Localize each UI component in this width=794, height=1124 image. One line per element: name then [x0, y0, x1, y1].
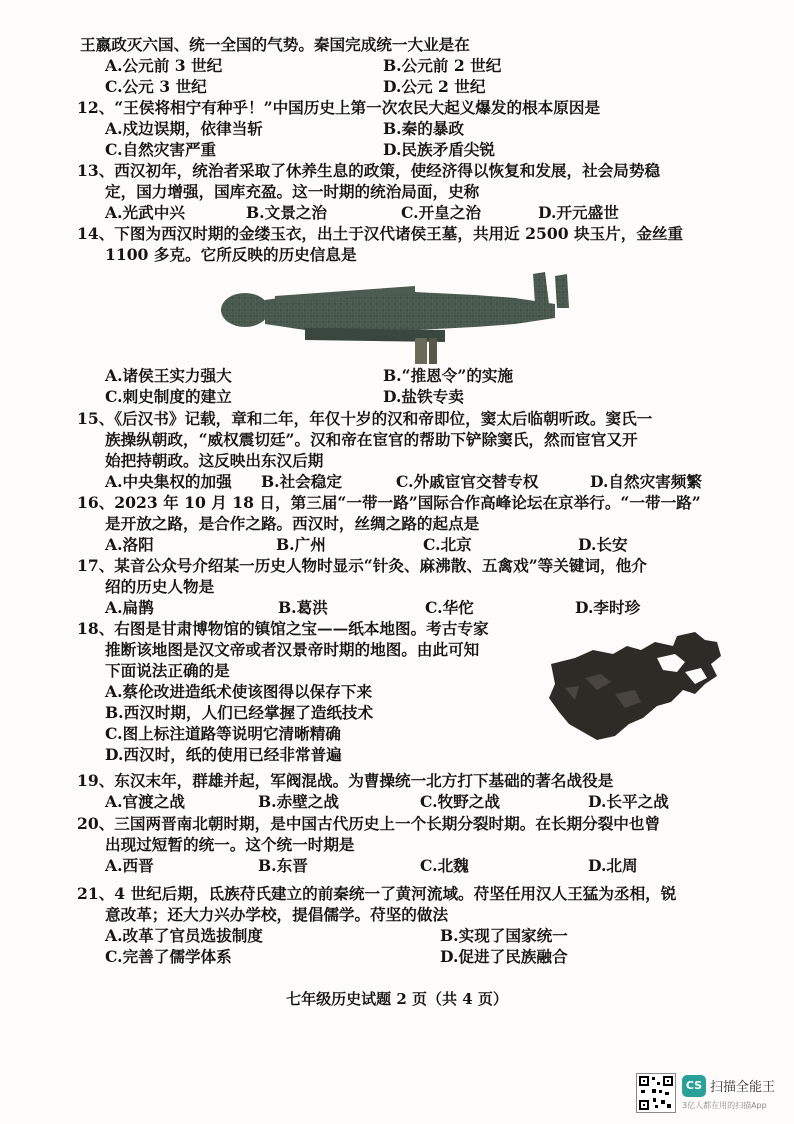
option-c: C.自然灾害严重 — [105, 140, 217, 159]
options-row — [80, 202, 764, 223]
question-number: 16、 — [77, 493, 115, 512]
options-row — [80, 925, 764, 946]
page-footer: 七年级历史试题 2 页（共 4 页） — [286, 990, 508, 1008]
scanner-badge — [636, 1073, 786, 1113]
jade-burial-suit-image — [215, 268, 577, 368]
question-17 — [77, 555, 764, 618]
question-stem — [77, 883, 764, 904]
question-stem-line: 东汉末年，群雄并起，军阀混战。为曹操统一北方打下基础的著名战役是 — [114, 771, 614, 790]
option-b: B.文景之治 — [246, 203, 327, 222]
question-number: 20、 — [77, 814, 115, 833]
question-stem — [77, 223, 764, 244]
option-b: B.实现了国家统一 — [440, 926, 568, 945]
options-row — [80, 534, 764, 555]
question-stem-line: 《后汉书》记载，章和二年，年仅十岁的汉和帝即位，窦太后临朝听政。窦氏一 — [114, 409, 653, 428]
option-b: B.广州 — [276, 535, 326, 554]
question-14-options — [80, 365, 764, 407]
options-row — [80, 471, 764, 492]
question-number: 14、 — [77, 224, 115, 243]
option-a: A.蔡伦改进造纸术使该图得以保存下来 — [105, 682, 373, 701]
question-19 — [77, 770, 764, 812]
question-stem-line: 1100 多克。它所反映的历史信息是 — [105, 245, 357, 264]
question-number: 19、 — [77, 771, 115, 790]
question-stem-line: 始把持朝政。这反映出东汉后期 — [105, 451, 324, 470]
option-d: D.盐铁专卖 — [383, 387, 464, 406]
option-a: A.光武中兴 — [105, 203, 185, 222]
question-stem — [77, 97, 764, 118]
question-stem-line: 2023 年 10 月 18 日，第三届“一带一路”国际合作高峰论坛在京举行。“一带一路” — [114, 493, 701, 512]
question-stem — [77, 555, 764, 576]
question-number: 21、 — [77, 884, 115, 903]
options-row — [80, 55, 764, 76]
question-stem — [80, 34, 764, 55]
options-row — [80, 139, 764, 160]
question-stem-line: 下图为西汉时期的金缕玉衣，出土于汉代诸侯王墓，共用近 2500 块玉片，金丝重 — [114, 224, 684, 243]
option-d: D.北周 — [588, 856, 638, 875]
option-b: B.公元前 2 世纪 — [383, 56, 502, 75]
option-c: C.外戚宦官交替专权 — [396, 472, 539, 491]
question-number: 17、 — [77, 556, 115, 575]
option-b: B.东晋 — [258, 856, 308, 875]
question-stem-line: 西汉初年，统治者采取了休养生息的政策，使经济得以恢复和发展，社会局势稳 — [114, 161, 661, 180]
question-stem-line: 是开放之路，是合作之路。西汉时，丝绸之路的起点是 — [105, 514, 480, 533]
question-stem-line: 意改革；还大力兴办学校，提倡儒学。苻坚的做法 — [105, 905, 449, 924]
options-row — [80, 386, 764, 407]
question-stem — [77, 813, 764, 834]
question-16 — [77, 492, 764, 555]
option-a: A.戍边误期，依律当斩 — [105, 119, 263, 138]
options-row — [80, 946, 764, 967]
option-a: A.官渡之战 — [105, 792, 185, 811]
options-row — [80, 365, 764, 386]
option-b: B.西汉时期，人们已经掌握了造纸技术 — [105, 703, 374, 722]
question-stem-line: 右图是甘肃博物馆的镇馆之宝——纸本地图。考古专家 — [114, 619, 489, 638]
question-stem-line: 出现过短暂的统一。这个统一时期是 — [105, 835, 355, 854]
question-stem-line: 绍的历史人物是 — [105, 577, 215, 596]
option-a: A.西晋 — [105, 856, 154, 875]
option-c: C.北魏 — [420, 856, 469, 875]
question-stem-line: 定，国力增强，国库充盈。这一时期的统治局面，史称 — [105, 182, 480, 201]
option-d: D.西汉时，纸的使用已经非常普遍 — [105, 745, 342, 764]
qr-code-icon — [636, 1073, 676, 1113]
question-12 — [77, 97, 764, 160]
option-d: D.李时珍 — [575, 598, 641, 617]
option-d: D.促进了民族融合 — [440, 947, 568, 966]
paper-map-image — [545, 628, 725, 743]
question-stem-line: 推断该地图是汉文帝或者汉景帝时期的地图。由此可知 — [105, 640, 480, 659]
question-stem-line: “王侯将相宁有种乎！”中国历史上第一次农民大起义爆发的根本原因是 — [114, 98, 601, 117]
options-row — [80, 791, 764, 812]
question-stem-line: 三国两晋南北朝时期，是中国古代历史上一个长期分裂时期。在长期分裂中也曾 — [114, 814, 661, 833]
question-15 — [77, 408, 764, 492]
option-a: A.中央集权的加强 — [105, 472, 232, 491]
question-stem-line: 族操纵朝政，“威权震切廷”。汉和帝在宦官的帮助下铲除窦氏，然而宦官又开 — [105, 430, 638, 449]
question-number: 13、 — [77, 161, 115, 180]
question-11 — [80, 34, 764, 97]
question-number: 15、 — [77, 409, 115, 428]
scanner-tagline: 3亿人都在用的扫描App — [682, 1101, 767, 1110]
option-a: A.扁鹊 — [105, 598, 154, 617]
option-c: C.刺史制度的建立 — [105, 387, 232, 406]
option-a: A.公元前 3 世纪 — [105, 56, 223, 75]
option-d: D.开元盛世 — [538, 203, 619, 222]
camscanner-logo-icon: CS — [682, 1075, 706, 1097]
option-b: B.社会稳定 — [261, 472, 342, 491]
option-a: A.改革了官员选拔制度 — [105, 926, 263, 945]
option-c: C.图上标注道路等说明它清晰精确 — [105, 724, 341, 743]
options-row — [80, 76, 764, 97]
option-c: C.牧野之战 — [420, 792, 500, 811]
option-c: C.公元 3 世纪 — [105, 77, 207, 96]
option-c: C.开皇之治 — [401, 203, 481, 222]
scanner-brand: 扫描全能王 — [710, 1080, 776, 1095]
question-14 — [77, 223, 764, 265]
option-c: C.北京 — [423, 535, 472, 554]
question-stem-line: 下面说法正确的是 — [105, 661, 230, 680]
option-d: D.公元 2 世纪 — [383, 77, 486, 96]
option-b: B.“推恩令”的实施 — [383, 366, 514, 385]
question-20 — [77, 813, 764, 876]
question-stem — [77, 770, 764, 791]
option-d: D.长安 — [578, 535, 628, 554]
question-number: 18、 — [77, 619, 115, 638]
option-c: C.华佗 — [425, 598, 474, 617]
option-a: A.诸侯王实力强大 — [105, 366, 232, 385]
option-b: B.秦的暴政 — [383, 119, 464, 138]
question-stem — [77, 160, 764, 181]
option-b: B.赤壁之战 — [258, 792, 339, 811]
options-row — [80, 855, 764, 876]
option-b: B.葛洪 — [278, 598, 328, 617]
question-stem-line: 4 世纪后期，氐族苻氏建立的前秦统一了黄河流域。苻坚任用汉人王猛为丞相，锐 — [114, 884, 677, 903]
question-stem-line: 王嬴政灭六国、统一全国的气势。秦国完成统一大业是在 — [80, 35, 470, 54]
option-d: D.民族矛盾尖锐 — [383, 140, 495, 159]
question-13 — [77, 160, 764, 223]
option-a: A.洛阳 — [105, 535, 154, 554]
option-d: D.长平之战 — [588, 792, 669, 811]
question-stem — [77, 408, 764, 429]
question-stem — [77, 492, 764, 513]
question-21 — [77, 883, 764, 967]
question-number: 12、 — [77, 98, 115, 117]
option-d: D.自然灾害频繁 — [590, 472, 702, 491]
options-row — [80, 597, 764, 618]
options-row — [80, 118, 764, 139]
question-stem-line: 某音公众号介绍某一历史人物时显示“针灸、麻沸散、五禽戏”等关键词，他介 — [114, 556, 647, 575]
option-c: C.完善了儒学体系 — [105, 947, 232, 966]
